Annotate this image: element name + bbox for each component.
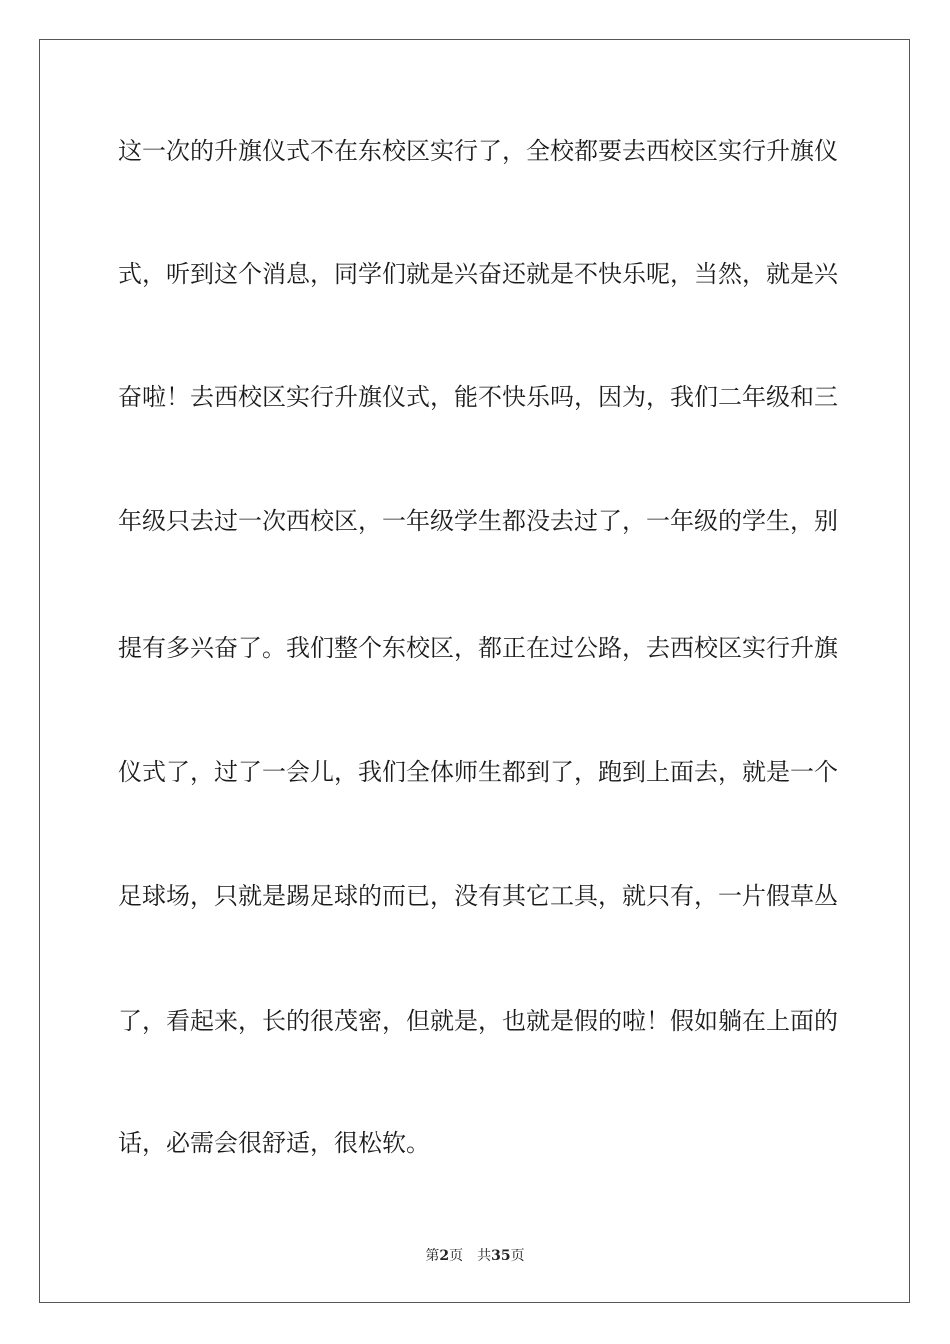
page-prefix: 第: [425, 1248, 440, 1264]
page-footer: [0, 1247, 950, 1265]
text-line-7: 足球场，只就是踢足球的而已，没有其它工具，就只有，一片假草丛: [118, 882, 838, 910]
text-line-8: 了，看起来，长的很茂密，但就是，也就是假的啦！假如躺在上面的: [118, 1007, 838, 1035]
page-border: [39, 39, 910, 1303]
page-number: 2: [439, 1248, 450, 1264]
total-prefix: 共: [477, 1248, 492, 1264]
total-pages: 35: [491, 1248, 511, 1264]
page-suffix: 页: [449, 1248, 464, 1264]
text-line-5: 提有多兴奋了。我们整个东校区，都正在过公路，去西校区实行升旗: [118, 634, 838, 662]
text-line-3: 奋啦！去西校区实行升旗仪式，能不快乐吗，因为，我们二年级和三: [118, 383, 838, 411]
text-line-6: 仪式了，过了一会儿，我们全体师生都到了，跑到上面去，就是一个: [118, 758, 838, 786]
total-suffix: 页: [510, 1248, 525, 1264]
text-line-9: 话，必需会很舒适，很松软。: [118, 1129, 430, 1157]
text-line-4: 年级只去过一次西校区，一年级学生都没去过了，一年级的学生，别: [118, 507, 838, 535]
text-line-2: 式，听到这个消息，同学们就是兴奋还就是不快乐呢，当然，就是兴: [118, 260, 838, 288]
text-line-1: 这一次的升旗仪式不在东校区实行了，全校都要去西校区实行升旗仪: [118, 137, 838, 165]
